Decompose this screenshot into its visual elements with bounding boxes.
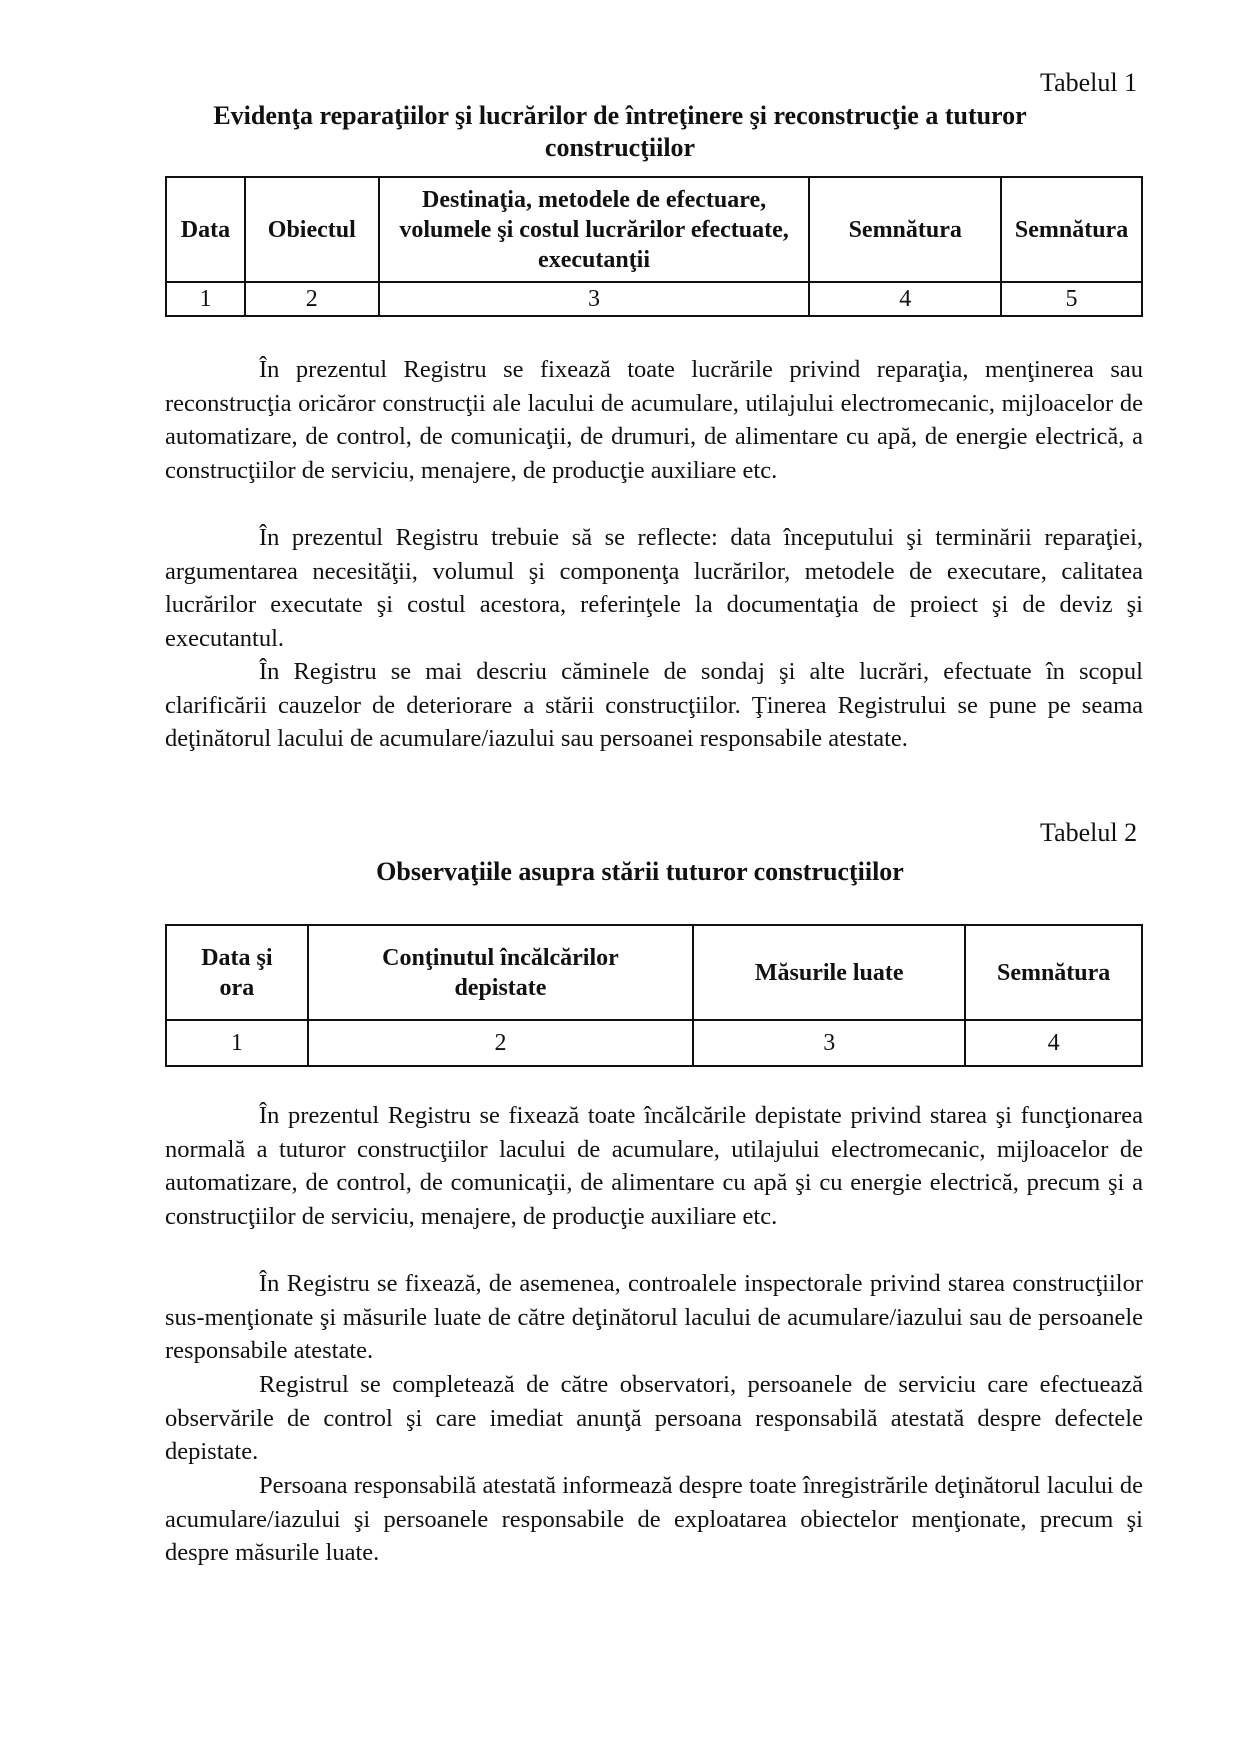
section2-paragraph: În prezentul Registru se fixează toate încălcările depistate privind starea şi funcţionarea normală a tuturor construcţiilor lacului de acumulare, utilajului electromecanic, mijloacelor de automatizare, de control, de comunicaţii, de alimentare cu apă şi cu energie electrică, precum şi a construcţiilor de serviciu, menajere, de producţie auxiliare etc. [165, 1102, 1143, 1230]
section2-paragraph: În Registru se fixează, de asemenea, controalele inspectorale privind starea construcţiilor sus-menţionate şi măsurile luate de către deţinătorul lacului de acumulare/iazului sau de persoanele responsabile atestate. [165, 1270, 1143, 1364]
table2-header-data-ora: Data şi ora [166, 925, 308, 1020]
table1-num-1: 1 [166, 282, 245, 316]
section1-paragraph: În Registru se mai descriu căminele de sondaj şi alte lucrări, efectuate în scopul clarificării cauzelor de deteriorare a stării construcţiilor. Ţinerea Registrului se pune pe seama deţinătorul lacului de acumulare/iazului sau persoanei responsabile atestate. [165, 658, 1143, 752]
section1-paragraph: În prezentul Registru se fixează toate lucrările privind reparaţia, menţinerea sau reconstrucţia oricăror construcţii ale lacului de acumulare, utilajului electromecanic, mijloacelor de automatizare, de control, de comunicaţii, de drumuri, de alimentare cu apă, de energie electrică, a construcţiilor de serviciu, menajere, de producţie auxiliare etc. [165, 356, 1143, 484]
table1-header-destinatia: Destinaţia, metodele de efectuare, volumele şi costul lucrărilor efectuate, executanţii [379, 177, 810, 282]
table1-number-row [166, 282, 1142, 316]
table1-num-4: 4 [809, 282, 1001, 316]
table2-title: Observaţiile asupra stării tuturor construcţiilor [376, 857, 904, 886]
table2-header-row [166, 925, 1142, 1020]
table2-num-2: 2 [308, 1020, 693, 1066]
table1-label: Tabelul 1 [1040, 68, 1138, 97]
table1-header-semnatura-1: Semnătura [809, 177, 1001, 282]
table1 [165, 176, 1143, 317]
section2-paragraph: Persoana responsabilă atestată informează despre toate înregistrările deţinătorul lacului de acumulare/iazului şi persoanele responsabile de exploatarea obiectelor menţionate, precum şi despre măsurile luate. [165, 1472, 1143, 1566]
table1-num-3: 3 [379, 282, 810, 316]
table1-title-line1: Evidenţa reparaţiilor şi lucrărilor de întreţinere şi reconstrucţie a tuturor [213, 101, 1027, 130]
table1-header-row [166, 177, 1142, 282]
table2-label: Tabelul 2 [1040, 818, 1138, 847]
table2-header-semnatura: Semnătura [965, 925, 1142, 1020]
table2-number-row [166, 1020, 1142, 1066]
table1-title-line2: construcţiilor [544, 133, 696, 162]
table2-header-masurile: Măsurile luate [693, 925, 965, 1020]
table2 [165, 924, 1143, 1067]
table2-num-4: 4 [965, 1020, 1142, 1066]
table2-num-3: 3 [693, 1020, 965, 1066]
table1-num-5: 5 [1001, 282, 1142, 316]
table1-header-obiectul: Obiectul [245, 177, 379, 282]
table2-num-1: 1 [166, 1020, 308, 1066]
table1-title [120, 100, 1120, 164]
table1-header-data: Data [166, 177, 245, 282]
section2-paragraph: Registrul se completează de către observatori, persoanele de serviciu care efectuează observările de control şi care imediat anunţă persoana responsabilă atestată despre defectele depistate. [165, 1371, 1143, 1465]
table1-header-semnatura-2: Semnătura [1001, 177, 1142, 282]
section1-paragraph: În prezentul Registru trebuie să se reflecte: data începutului şi terminării reparaţiei, argumentarea necesităţii, volumul şi componenţa lucrărilor, metodele de executare, calitatea lucrărilor executate şi costul acestora, referinţele la documentaţia de proiect şi de deviz şi executantul. [165, 524, 1143, 652]
table1-num-2: 2 [245, 282, 379, 316]
table2-header-continutul: Conţinutul încălcărilor depistate [308, 925, 693, 1020]
